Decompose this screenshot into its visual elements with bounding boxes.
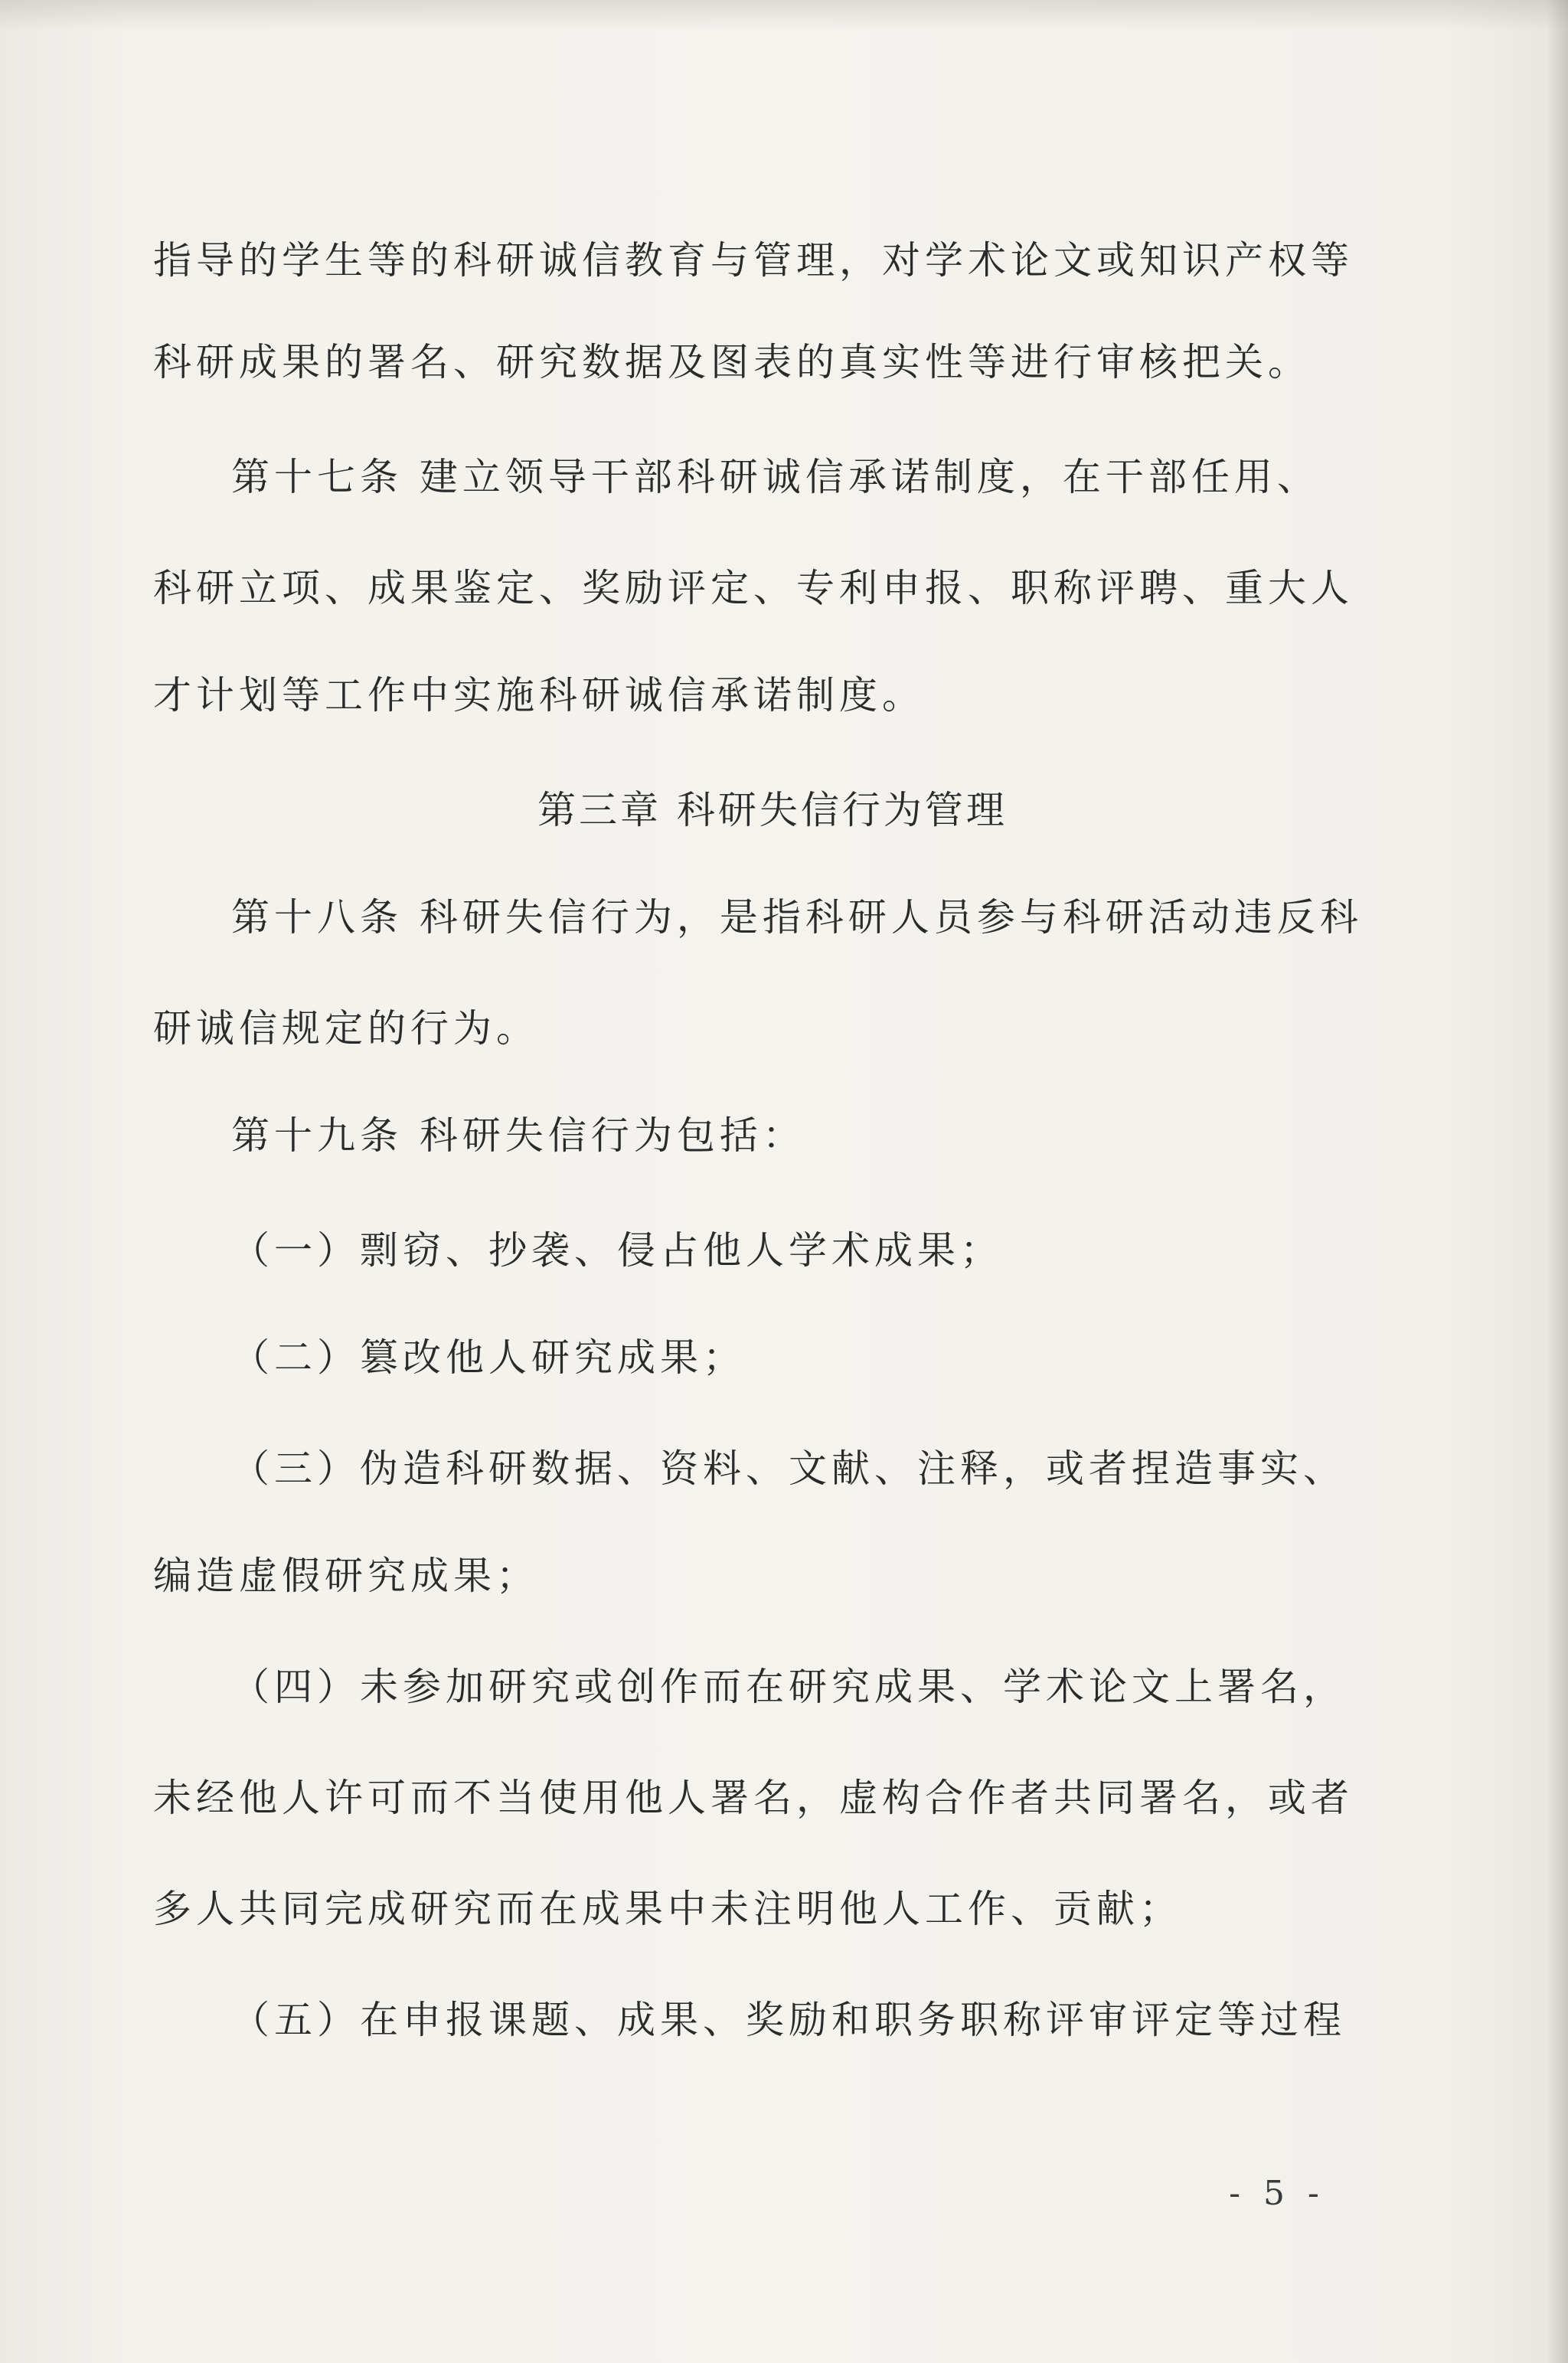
article-18-line: 第十八条 科研失信行为，是指科研人员参与科研活动违反科 — [231, 895, 1363, 940]
page-shadow-top — [0, 0, 1568, 31]
body-line: 未经他人许可而不当使用他人署名，虚构合作者共同署名，或者 — [153, 1776, 1354, 1820]
chapter-heading: 第三章 科研失信行为管理 — [537, 788, 1008, 832]
list-item-2: （二）篡改他人研究成果； — [231, 1335, 746, 1380]
article-19-line: 第十九条 科研失信行为包括： — [231, 1113, 805, 1158]
page-number: - 5 - — [1229, 2174, 1325, 2213]
body-line: 科研立项、成果鉴定、奖励评定、专利申报、职称评聘、重大人 — [153, 566, 1354, 610]
article-17-line: 第十七条 建立领导干部科研诚信承诺制度，在干部任用、 — [231, 455, 1320, 499]
body-line: 指导的学生等的科研诚信教育与管理，对学术论文或知识产权等 — [153, 238, 1354, 283]
body-line: 科研成果的署名、研究数据及图表的真实性等进行审核把关。 — [153, 340, 1311, 384]
list-item-1: （一）剽窃、抄袭、侵占他人学术成果； — [231, 1228, 1003, 1273]
body-line: 编造虚假研究成果； — [153, 1554, 539, 1598]
body-line: 才计划等工作中实施科研诚信承诺制度。 — [153, 673, 925, 717]
list-item-5: （五）在申报课题、成果、奖励和职务职称评审评定等过程 — [231, 1998, 1346, 2042]
body-line: 多人共同完成研究而在成果中未注明他人工作、贡献； — [153, 1887, 1182, 1931]
list-item-4: （四）未参加研究或创作而在研究成果、学术论文上署名， — [231, 1665, 1346, 1709]
page-shadow-right — [1547, 0, 1568, 2363]
body-line: 研诚信规定的行为。 — [153, 1006, 539, 1051]
list-item-3: （三）伪造科研数据、资料、文献、注释，或者捏造事实、 — [231, 1446, 1346, 1491]
